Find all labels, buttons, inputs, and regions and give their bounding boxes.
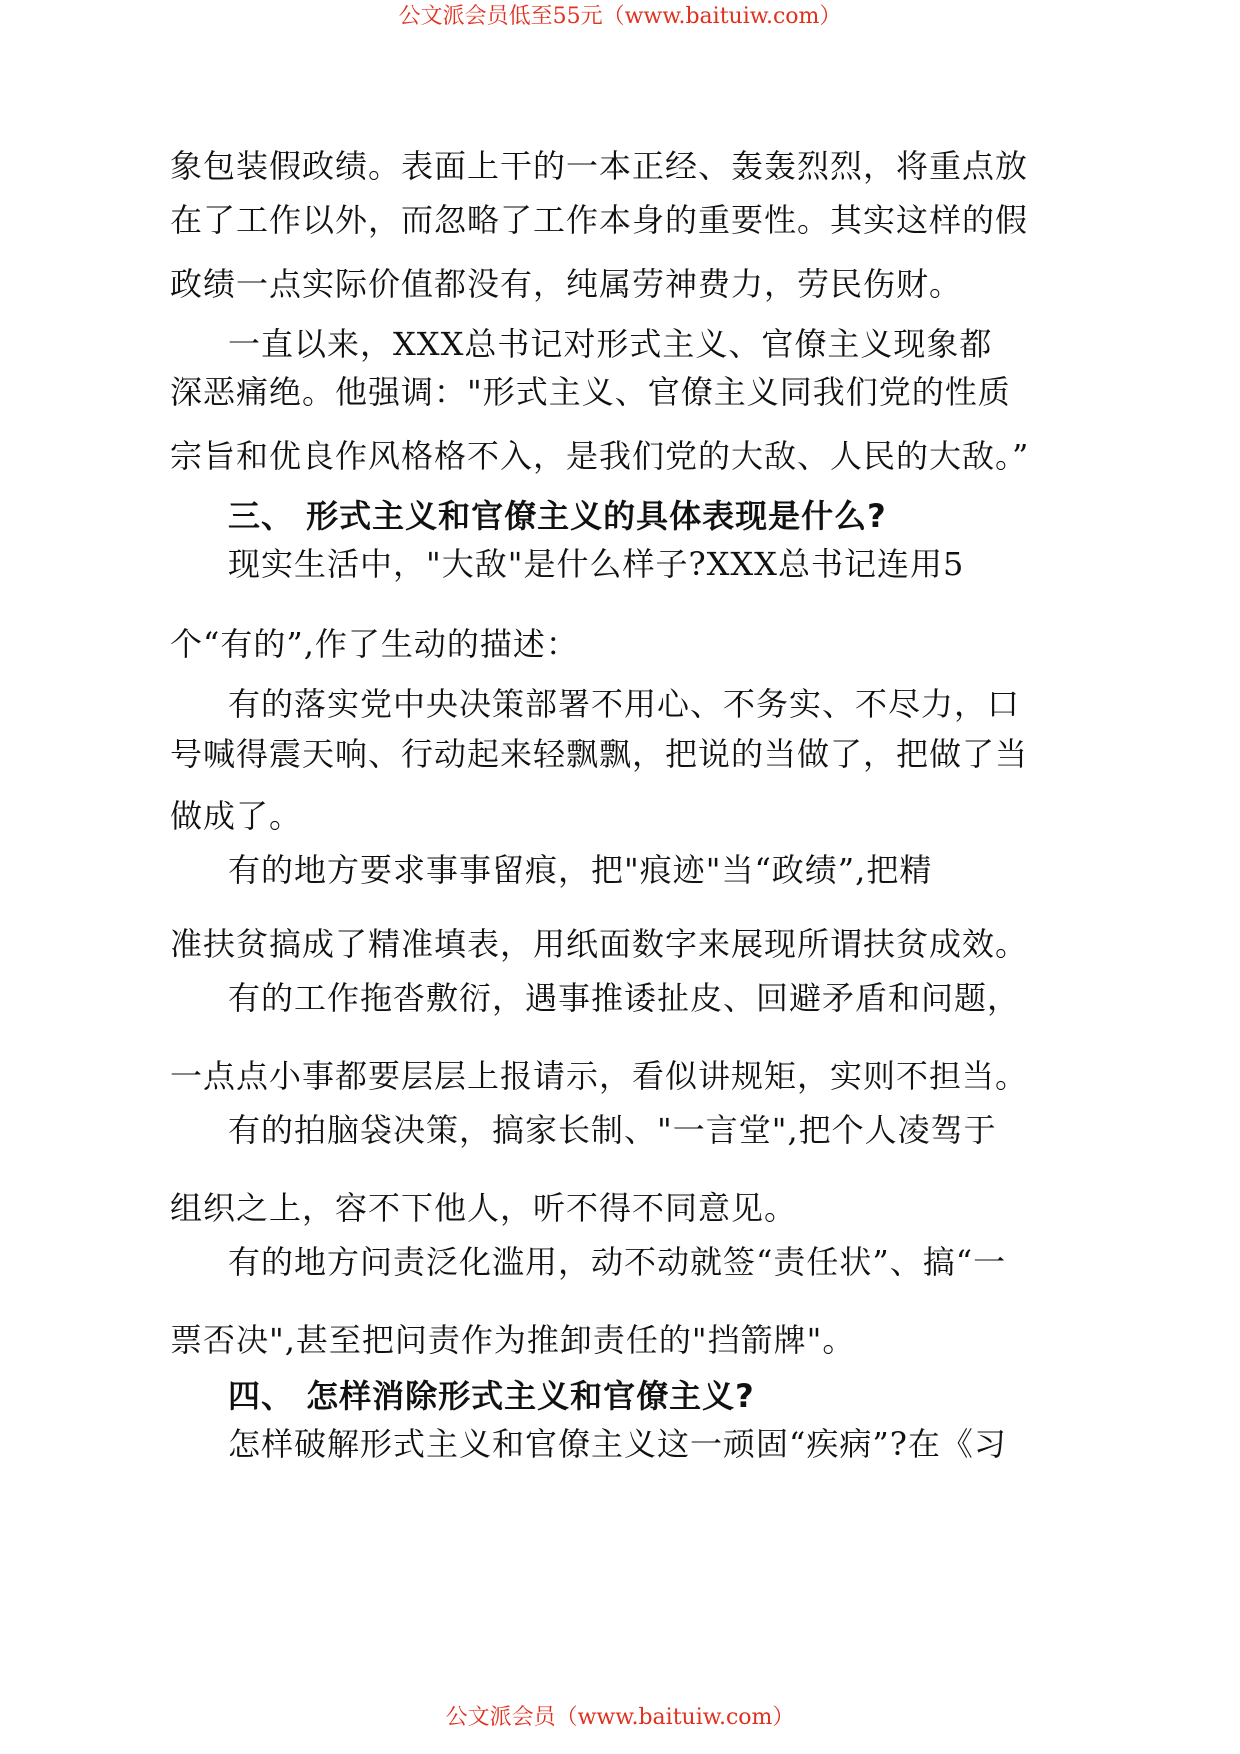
- body-line: 有的落实党中央决策部署不用心、不务实、不尽力，口: [228, 685, 1021, 723]
- body-line: 有的地方问责泛化滥用，动不动就签“责任状”、搞“一: [228, 1243, 1007, 1281]
- section-heading-4: 四、 怎样消除形式主义和官僚主义?: [228, 1377, 755, 1415]
- body-line: 象包装假政绩。表面上干的一本正经、轰轰烈烈，将重点放: [170, 147, 1029, 185]
- header-watermark-banner: 公文派会员低至55元（www.baituiw.com）: [398, 4, 842, 29]
- body-line: 有的地方要求事事留痕，把"痕迹"当“政绩”,把精: [228, 851, 933, 889]
- body-line: 政绩一点实际价值都没有，纯属劳神费力，劳民伤财。: [170, 265, 963, 303]
- body-line: 做成了。: [170, 797, 303, 835]
- body-line: 宗旨和优良作风格格不入，是我们党的大敌、人民的大敌。”: [170, 437, 1030, 475]
- body-line: 票否决",甚至把问责作为推卸责任的"挡箭牌"。: [170, 1321, 856, 1359]
- section-heading-3: 三、 形式主义和官僚主义的具体表现是什么?: [228, 497, 887, 535]
- footer-watermark-banner: 公文派会员（www.baituiw.com）: [445, 1705, 795, 1730]
- body-line: 有的拍脑袋决策，搞家长制、"一言堂",把个人凌驾于: [228, 1111, 997, 1149]
- body-line: 有的工作拖沓敷衍，遇事推诿扯皮、回避矛盾和问题，: [228, 979, 1021, 1017]
- body-line: 深恶痛绝。他强调："形式主义、官僚主义同我们党的性质: [170, 373, 1011, 411]
- body-line: 组织之上，容不下他人，听不得不同意见。: [170, 1189, 798, 1227]
- body-line: 怎样破解形式主义和官僚主义这一顽固“疾病”?在《习: [228, 1425, 1007, 1463]
- body-line: 个“有的”,作了生动的描述：: [170, 625, 579, 663]
- body-line: 一直以来，XXX总书记对形式主义、官僚主义现象都: [228, 325, 993, 363]
- body-line: 一点点小事都要层层上报请示，看似讲规矩，实则不担当。: [170, 1057, 1029, 1095]
- body-line: 号喊得震天响、行动起来轻飘飘，把说的当做了，把做了当: [170, 735, 1029, 773]
- body-line: 现实生活中，"大敌"是什么样子?XXX总书记连用5: [228, 545, 965, 583]
- body-line: 准扶贫搞成了精准填表，用纸面数字来展现所谓扶贫成效。: [170, 925, 1029, 963]
- body-line: 在了工作以外，而忽略了工作本身的重要性。其实这样的假: [170, 201, 1029, 239]
